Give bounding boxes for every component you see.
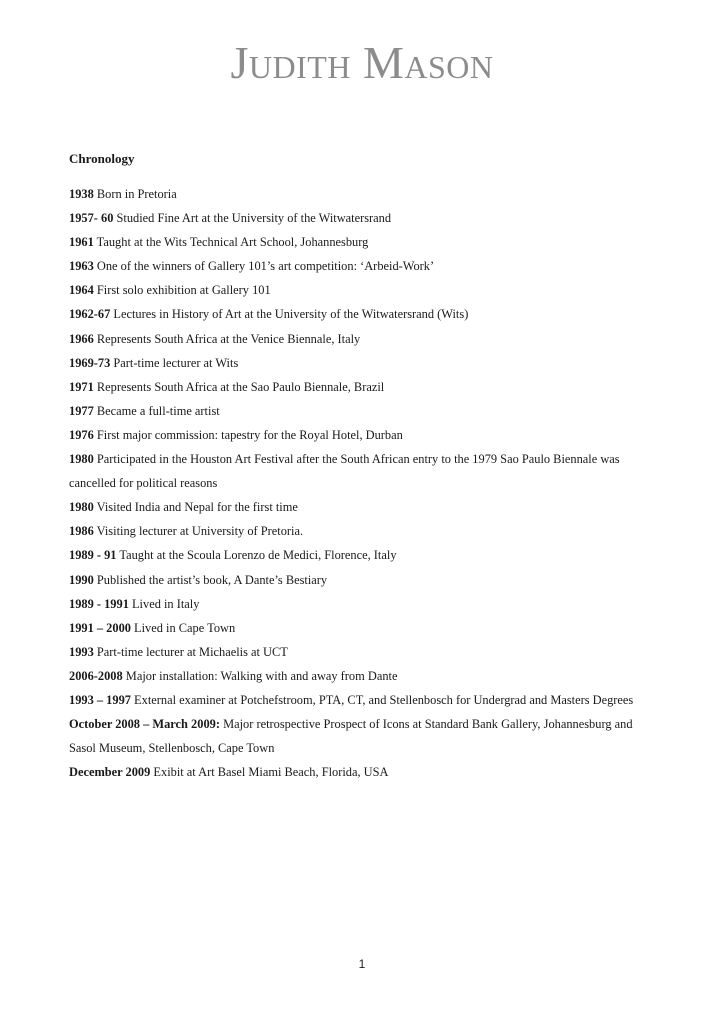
entry-text: Major retrospective Prospect of Icons at Standard Bank Gallery, Johannesburg and Sasol Museum, Stellenbosch, Cape Town	[69, 717, 633, 756]
entry-year: 1980	[69, 500, 94, 515]
chronology-entry	[69, 568, 654, 592]
entry-year: 1986	[69, 524, 94, 539]
entry-text: Part-time lecturer at Wits	[110, 355, 239, 370]
chronology-entry	[69, 543, 654, 567]
entry-year: 1989 - 91	[69, 548, 117, 563]
entry-text: One of the winners of Gallery 101’s art competition: ‘Arbeid-Work’	[93, 259, 435, 274]
entry-year: 1969-73	[69, 355, 111, 370]
chronology-entry	[69, 327, 654, 351]
chronology-entry	[69, 302, 654, 326]
chronology-list	[69, 182, 654, 784]
chronology-entry	[69, 688, 654, 712]
entry-text: External examiner at Potchefstroom, PTA, CT, and Stellenbosch for Undergrad and Masters Degrees	[130, 692, 634, 707]
chronology-entry	[69, 664, 654, 688]
chronology-entry	[69, 712, 654, 760]
chronology-entry	[69, 592, 654, 616]
entry-year: 1962-67	[69, 307, 111, 322]
entry-text: First solo exhibition at Gallery 101	[93, 283, 271, 298]
entry-text: Represents South Africa at the Sao Paulo Biennale, Brazil	[93, 379, 385, 394]
entry-text: Visiting lecturer at University of Pretoria.	[93, 524, 304, 539]
chronology-entry	[69, 278, 654, 302]
chronology-entry	[69, 519, 654, 543]
entry-year: 1980	[69, 452, 94, 467]
chronology-entry	[69, 447, 654, 495]
entry-text: Visited India and Nepal for the first time	[93, 500, 298, 515]
entry-text: Lived in Italy	[128, 596, 200, 611]
chronology-entry	[69, 375, 654, 399]
entry-year: 1963	[69, 259, 94, 274]
entry-text: Published the artist’s book, A Dante’s Bestiary	[93, 572, 328, 587]
entry-text: Participated in the Houston Art Festival after the South African entry to the 1979 Sao Paulo Biennale was cancelled for political reasons	[69, 452, 620, 491]
chronology-entry	[69, 616, 654, 640]
entry-year: 1971	[69, 379, 94, 394]
chronology-entry	[69, 206, 654, 230]
entry-text: Taught at the Scoula Lorenzo de Medici, Florence, Italy	[116, 548, 397, 563]
entry-text: Lived in Cape Town	[130, 620, 236, 635]
entry-text: Lectures in History of Art at the University of the Witwatersrand (Wits)	[110, 307, 469, 322]
entry-year: 1990	[69, 572, 94, 587]
chronology-entry	[69, 182, 654, 206]
entry-text: Major installation: Walking with and away from Dante	[122, 668, 398, 683]
chronology-entry	[69, 423, 654, 447]
entry-year: 1957- 60	[69, 211, 114, 226]
entry-year: October 2008 – March 2009:	[69, 717, 220, 732]
chronology-entry	[69, 640, 654, 664]
section-heading: Chronology	[69, 151, 135, 166]
entry-text: Represents South Africa at the Venice Biennale, Italy	[93, 331, 361, 346]
entry-text: Part-time lecturer at Michaelis at UCT	[93, 644, 288, 659]
entry-year: 1991 – 2000	[69, 620, 131, 635]
page-number: 1	[358, 957, 366, 971]
entry-text: Exibit at Art Basel Miami Beach, Florida, USA	[150, 765, 389, 780]
chronology-entry	[69, 254, 654, 278]
chronology-entry	[69, 760, 654, 784]
entry-text: Studied Fine Art at the University of the Witwatersrand	[113, 211, 392, 226]
entry-year: 1961	[69, 235, 94, 250]
entry-text: Taught at the Wits Technical Art School, Johannesburg	[93, 235, 369, 250]
document-title: Judith Mason	[230, 37, 494, 88]
entry-year: December 2009	[69, 765, 151, 780]
chronology-entry	[69, 399, 654, 423]
entry-text: Became a full-time artist	[93, 403, 220, 418]
entry-year: 1977	[69, 403, 94, 418]
entry-text: First major commission: tapestry for the Royal Hotel, Durban	[93, 427, 403, 442]
entry-year: 1976	[69, 427, 94, 442]
chronology-entry	[69, 230, 654, 254]
entry-year: 1966	[69, 331, 94, 346]
entry-year: 2006-2008	[69, 668, 123, 683]
entry-text: Born in Pretoria	[93, 187, 177, 201]
chronology-entry	[69, 351, 654, 375]
entry-year: 1993 – 1997	[69, 692, 131, 707]
entry-year: 1938	[69, 187, 94, 201]
chronology-entry	[69, 495, 654, 519]
entry-year: 1964	[69, 283, 94, 298]
entry-year: 1993	[69, 644, 94, 659]
entry-year: 1989 - 1991	[69, 596, 129, 611]
